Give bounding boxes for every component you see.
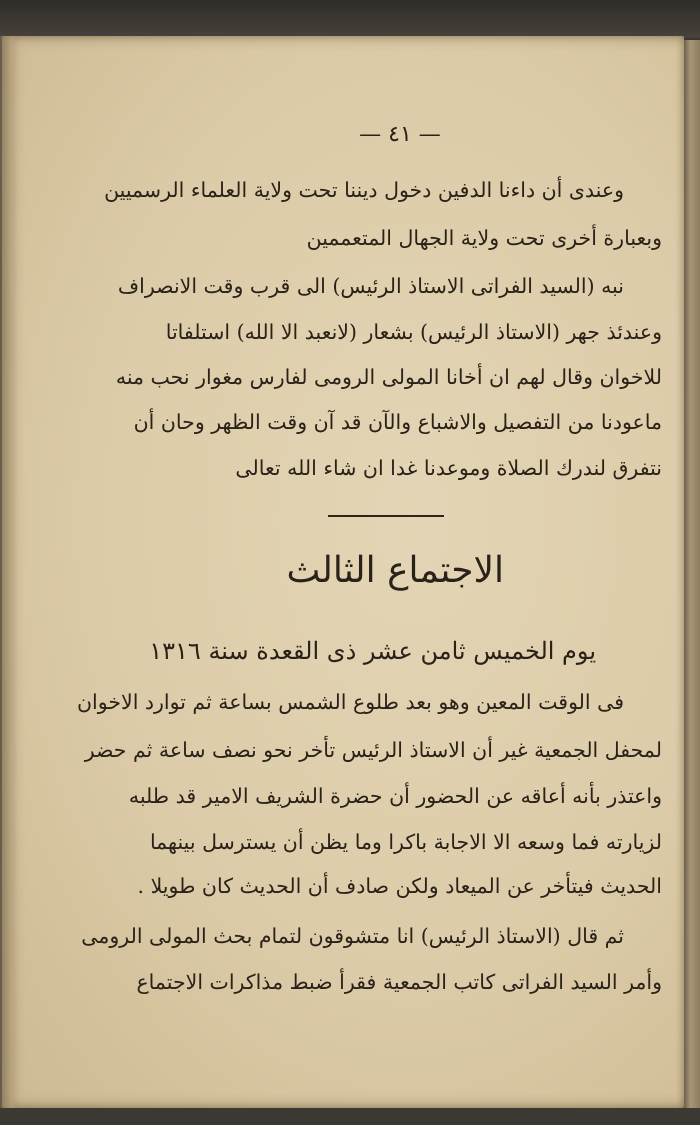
next-page-edge (684, 40, 700, 1108)
page-gutter-shadow (0, 36, 18, 1108)
text-line: ماعودنا من التفصيل والاشباع والآن قد آن وقت الظهر وحان أن (133, 410, 662, 434)
text-line: فى الوقت المعين وهو بعد طلوع الشمس بساعة ثم توارد الاخوان (76, 690, 624, 714)
text-line: وأمر السيد الفراتى كاتب الجمعية فقرأ ضبط مذاكرات الاجتماع (136, 970, 662, 994)
text-line: وبعبارة أخرى تحت ولاية الجهال المتعممين (306, 226, 662, 250)
section-title: الاجتماع الثالث (286, 550, 504, 591)
scan-background-bottom (0, 1108, 700, 1125)
text-line: لمحفل الجمعية غير أن الاستاذ الرئيس تأخر نحو نصف ساعة ثم حضر (84, 738, 662, 762)
text-line: وعندئذ جهر (الاستاذ الرئيس) بشعار (لانعبد الا الله) استلفاتا (165, 320, 662, 344)
text-line: وعندى أن داءنا الدفين دخول ديننا تحت ولاية العلماء الرسميين (104, 178, 624, 202)
page-number: — ٤١ — (359, 122, 441, 147)
text-line: للاخوان وقال لهم ان أخانا المولى الرومى لفارس مغوار نحب منه (115, 365, 662, 389)
text-line: نتفرق لندرك الصلاة وموعدنا غدا ان شاء الله تعالى (235, 456, 662, 480)
text-line: واعتذر بأنه أعاقه عن الحضور أن حضرة الشريف الامير قد طلبه (128, 784, 662, 808)
scan-background-top (0, 0, 700, 38)
text-line: نبه (السيد الفراتى الاستاذ الرئيس) الى قرب وقت الانصراف (117, 274, 624, 298)
text-line: لزيارته فما وسعه الا الاجابة باكرا وما يظن أن يسترسل بينهما (149, 830, 662, 854)
text-line: الحديث فيتأخر عن الميعاد ولكن صادف أن الحديث كان طويلا . (137, 874, 662, 898)
section-date: يوم الخميس ثامن عشر ذى القعدة سنة ١٣١٦ (149, 637, 596, 665)
text-line: ثم قال (الاستاذ الرئيس) انا متشوقون لتمام بحث المولى الرومى (81, 924, 624, 948)
section-divider (328, 515, 444, 517)
